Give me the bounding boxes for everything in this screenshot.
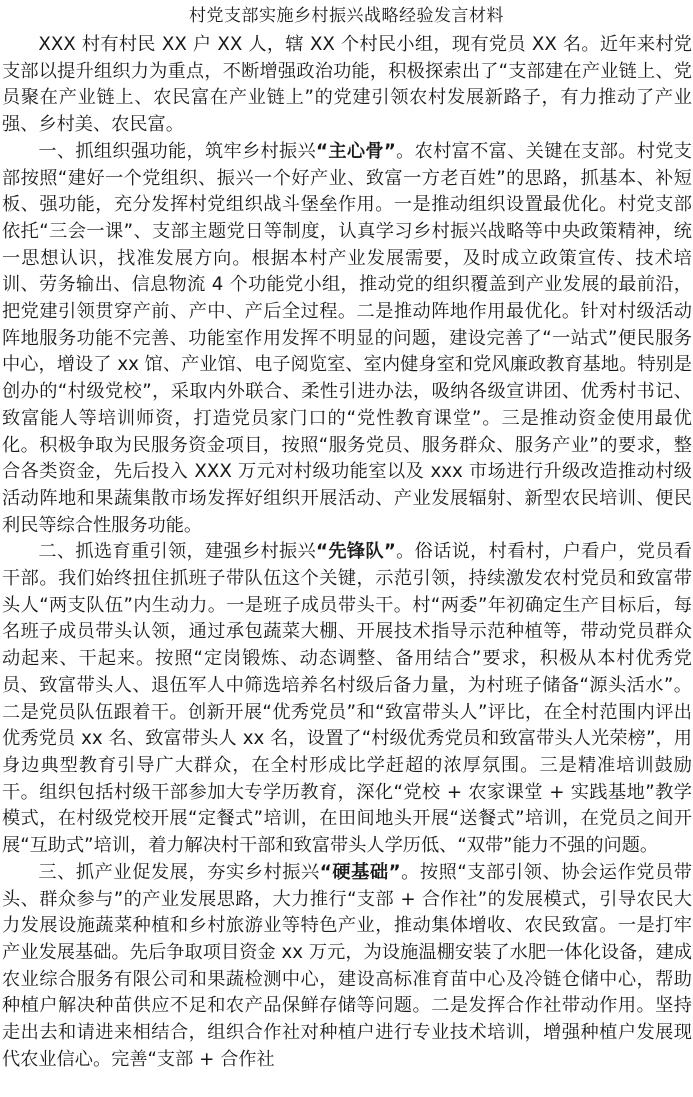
section-one-paragraph	[2, 139, 692, 540]
paragraph-text: 。按照“支部引领、协会运作党员带头、群众参与”的产业发展思路，大力推行“支部 + 合作社”的发展模式，引导农民大力发展设施蔬菜种植和乡村旅游业等特色产业，推动集体增收、农民致富。一是打牢产业发展基础。先后争取项目资金 xx 万元，为设施温棚安装了水肥一体化设备，建成农业综合服务有限公司和果蔬检测中心，建设高标准育苗中心及冷链仓储中心，帮助种植户解决种苗供应不足和农产品保鲜存储等问题。二是发挥合作社带动作用。坚持走出去和请进来相结合，组织合作社对种植户进行专业技术培训，增强种植户发展现代农业信心。完善“支部 + 合作社	[2, 861, 692, 1070]
paragraph-text: 。农村富不富、关键在支部。村党支部按照“建好一个党组织、振兴一个好产业、致富一方老百姓”的思路，抓基本、补短板、强功能，充分发挥村党组织战斗堡垒作用。一是推动组织设置最优化。村党支部依托“三会一课”、支部主题党日等制度，认真学习乡村振兴战略等中央政策精神，统一思想认识，找准发展方向。根据本村产业发展需要，及时成立政策宣传、技术培训、劳务输出、信息物流 4 个功能党小组，推动党的组织覆盖到产业发展的最前沿，把党建引领贯穿产前、产中、产后全过程。二是推动阵地作用最优化。针对村级活动阵地服务功能不完善、功能室作用发挥不明显的问题，建设完善了“一站式”便民服务中心，增设了 xx 馆、产业馆、电子阅览室、室内健身室和党风廉政教育基地。特别是创办的“村级党校”，采取内外联合、柔性引进办法，吸纳各级宣讲团、优秀村书记、致富能人等培训师资，打造党员家门口的“党性教育课堂”。三是推动资金使用最优化。积极争取为民服务资金项目，按照“服务党员、服务群众、服务产业”的要求，整合各类资金，先后投入 XXX 万元对村级功能室以及 xxx 市场进行升级改造推动村级活动阵地和果蔬集散市场发挥好组织开展活动、产业发展辐射、新型农民培训、便民利民等综合性服务功能。	[2, 140, 692, 536]
paragraph-text: 。俗话说，村看村，户看户，党员看干部。我们始终扭住抓班子带队伍这个关键，示范引领，持续激发农村党员和致富带头人“两支队伍”内生动力。一是班子成员带头干。村“两委”年初确定生产目标后，每名班子成员带头认领，通过承包蔬菜大棚、开展技术指导示范种植等，带动党员群众动起来、干起来。按照“定岗锻炼、动态调整、备用结合”要求，积极从本村优秀党员、致富带头人、退伍军人中筛选培养名村级后备力量，为村班子储备“源头活水”。二是党员队伍跟着干。创新开展“优秀党员”和“致富带头人”评比，在全村范围内评出优秀党员 xx 名、致富带头人 xx 名，设置了“村级优秀党员和致富带头人光荣榜”，用身边典型教育引导广大群众，在全村形成比学赶超的浓厚氛围。三是精准培训鼓励干。组织包括村级干部参加大专学历教育，深化“党校 + 农家课堂 + 实践基地”教学模式，在村级党校开展“定餐式”培训，在田间地头开展“送餐式”培训，在党员之间开展“互助式”培训，着力解决村干部和致富带头人学历低、“双带”能力不强的问题。	[2, 541, 692, 857]
section-heading: 一、抓组织强功能，筑牢乡村振兴	[38, 140, 317, 162]
document-title: 村党支部实施乡村振兴战略经验发言材料	[189, 6, 504, 26]
section-emphasis: “主心骨”	[316, 140, 396, 162]
document-body	[0, 32, 693, 1073]
section-three-paragraph	[2, 860, 692, 1074]
intro-paragraph	[2, 32, 692, 139]
section-emphasis: “硬基础”	[319, 861, 401, 883]
section-two-paragraph	[2, 539, 692, 859]
section-emphasis: “先锋队”	[316, 541, 396, 563]
section-heading: 三、抓产业促发展，夯实乡村振兴	[38, 861, 320, 883]
section-heading: 二、抓选育重引领，建强乡村振兴	[38, 541, 317, 563]
paragraph-text: XXX 村有村民 XX 户 XX 人，辖 XX 个村民小组，现有党员 XX 名。近年来村党支部以提升组织力为重点，不断增强政治功能，积极探索出了“支部建在产业链上、党员聚在产业链上、农民富在产业链上”的党建引领农村发展新路子，有力推动了产业强、乡村美、农民富。	[2, 34, 692, 136]
